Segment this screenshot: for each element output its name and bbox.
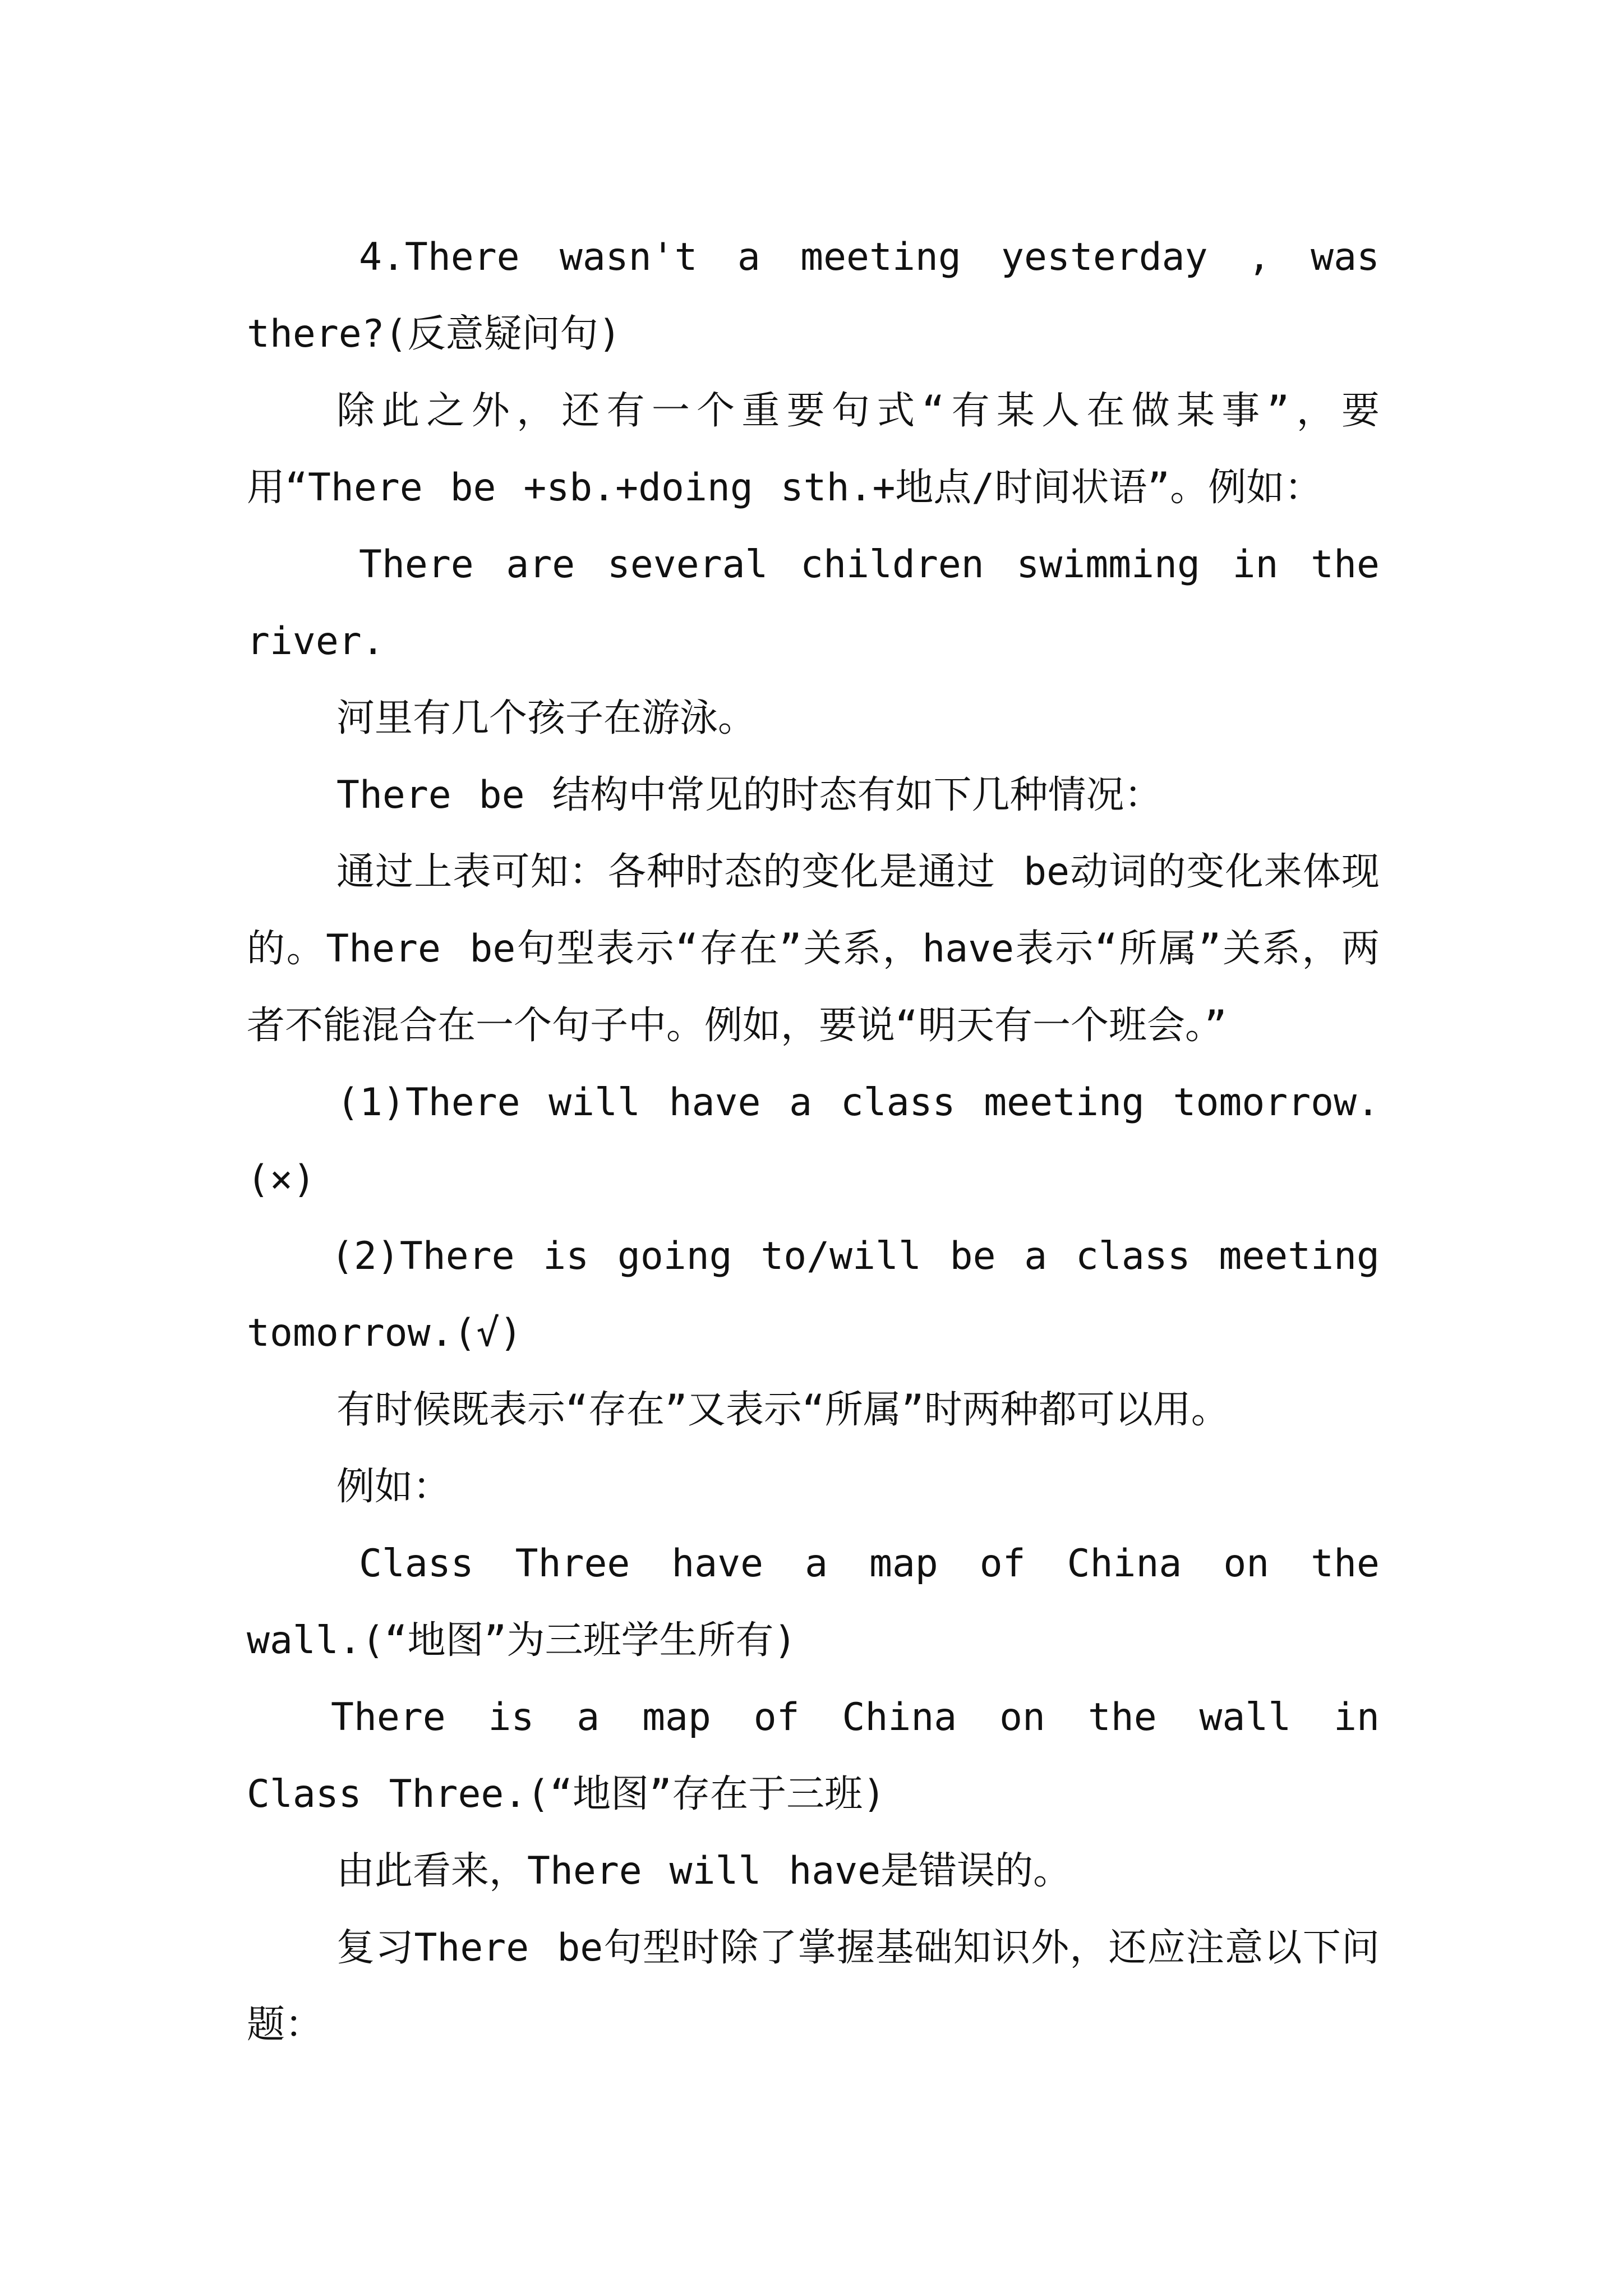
paragraph-conclusion: 由此看来，There will have是错误的。 [336,1849,1072,1893]
paragraph-class-three-have: Class Three have a map of China on the wall.(“地图”为三班学生所有) [247,1542,1380,1663]
paragraph-tense-intro: There be 结构中常见的时态有如下几种情况： [336,773,1163,817]
paragraph-swimming-translation: 河里有几个孩子在游泳。 [336,696,757,740]
paragraph-wrong-example: (1)There will have a class meeting tomorrow.(×) [247,1080,1380,1202]
paragraph-review-note: 复习There be句型时除了掌握基础知识外，还应注意以下问题： [247,1926,1380,2047]
paragraph-swimming-example: There are several children swimming in the river. [247,542,1380,664]
paragraph-correct-example: (2)There is going to/will be a class meeting tomorrow.(√) [247,1234,1380,1355]
paragraph-both-usage-note: 有时候既表示“存在”又表示“所属”时两种都可以用。 [336,1388,1229,1432]
paragraph-question-tag-example: 4.There wasn't a meeting yesterday , was there?(反意疑问句) [247,235,1380,356]
paragraph-tense-explanation: 通过上表可知：各种时态的变化是通过 be动词的变化来体现的。There be句型表示“存在”关系，have表示“所属”关系，两者不能混合在一个句子中。例如，要说“明天有一个班会。” [247,850,1380,1048]
paragraph-sentence-pattern-intro: 除此之外，还有一个重要句式“有某人在做某事”，要用“There be +sb.+doing sth.+地点/时间状语”。例如： [247,389,1380,510]
document-page [247,219,1380,2063]
paragraph-class-three-there-is: There is a map of China on the wall in Class Three.(“地图”存在于三班) [247,1695,1380,1816]
paragraph-for-example: 例如： [336,1465,451,1509]
